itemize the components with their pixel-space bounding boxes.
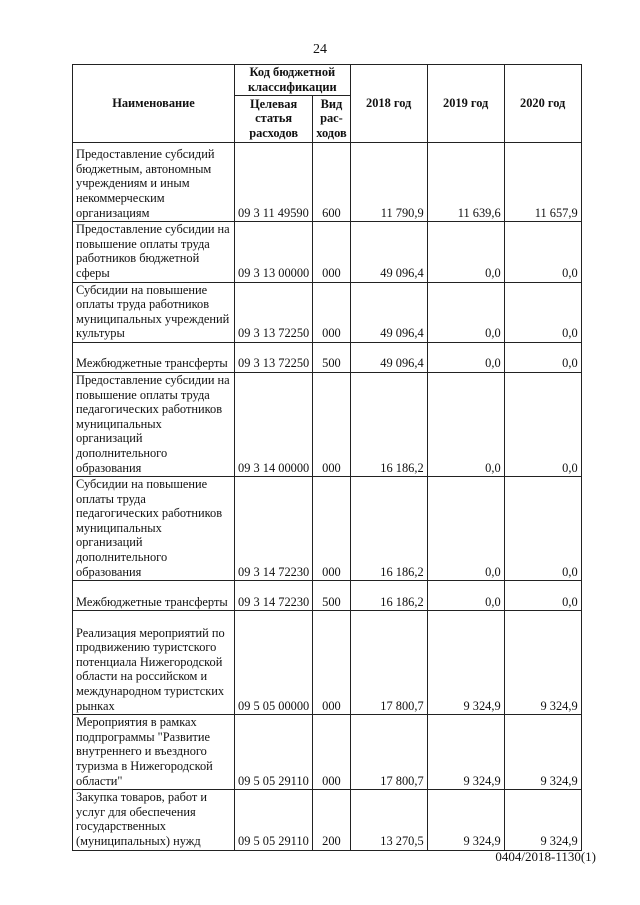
row-expense-kind: 600 — [313, 143, 350, 222]
row-2018-value: 16 186,2 — [350, 477, 427, 581]
row-2019-value: 9 324,9 — [427, 611, 504, 715]
row-expense-kind: 000 — [313, 611, 350, 715]
row-2019-value: 0,0 — [427, 222, 504, 282]
row-2020-value: 9 324,9 — [504, 790, 581, 850]
row-2018-value: 49 096,4 — [350, 222, 427, 282]
row-target-code: 09 3 13 72250 — [235, 342, 313, 372]
row-2019-value: 0,0 — [427, 342, 504, 372]
row-target-code: 09 3 13 00000 — [235, 222, 313, 282]
row-2019-value: 9 324,9 — [427, 715, 504, 790]
row-2020-value: 9 324,9 — [504, 715, 581, 790]
table-row — [73, 222, 582, 282]
row-expense-kind: 000 — [313, 222, 350, 282]
header-2019: 2019 год — [427, 65, 504, 143]
row-expense-kind: 500 — [313, 342, 350, 372]
row-name: Закупка товаров, работ и услуг для обеспечения государственных (муниципальных) нужд — [73, 790, 235, 850]
row-target-code: 09 5 05 00000 — [235, 611, 313, 715]
document-code: 0404/2018-1130(1) — [495, 849, 596, 864]
row-2018-value: 16 186,2 — [350, 581, 427, 611]
row-target-code: 09 5 05 29110 — [235, 790, 313, 850]
row-2018-value: 49 096,4 — [350, 282, 427, 342]
table-row — [73, 372, 582, 476]
row-name: Субсидии на повышение оплаты труда работников муниципальных учреждений культуры — [73, 282, 235, 342]
row-2020-value: 0,0 — [504, 581, 581, 611]
row-target-code: 09 3 14 72230 — [235, 477, 313, 581]
row-name: Предоставление субсидии на повышение оплаты труда работников бюджетной сферы — [73, 222, 235, 282]
row-target-code: 09 3 11 49590 — [235, 143, 313, 222]
row-2019-value: 11 639,6 — [427, 143, 504, 222]
row-expense-kind: 000 — [313, 372, 350, 476]
row-2018-value: 13 270,5 — [350, 790, 427, 850]
row-2018-value: 16 186,2 — [350, 372, 427, 476]
row-2020-value: 0,0 — [504, 477, 581, 581]
row-2018-value: 17 800,7 — [350, 715, 427, 790]
table-row — [73, 581, 582, 611]
row-2019-value: 9 324,9 — [427, 790, 504, 850]
row-name: Мероприятия в рамках подпрограммы "Развитие внутреннего и въездного туризма в Нижегородской области" — [73, 715, 235, 790]
row-target-code: 09 3 14 00000 — [235, 372, 313, 476]
header-target: Целевая статья расходов — [235, 96, 313, 143]
row-target-code: 09 3 14 72230 — [235, 581, 313, 611]
header-2020: 2020 год — [504, 65, 581, 143]
row-2020-value: 0,0 — [504, 342, 581, 372]
row-2018-value: 49 096,4 — [350, 342, 427, 372]
row-2020-value: 11 657,9 — [504, 143, 581, 222]
row-name: Межбюджетные трансферты — [73, 581, 235, 611]
row-2019-value: 0,0 — [427, 477, 504, 581]
table-row — [73, 611, 582, 715]
row-2019-value: 0,0 — [427, 372, 504, 476]
row-expense-kind: 000 — [313, 715, 350, 790]
row-expense-kind: 500 — [313, 581, 350, 611]
row-name: Реализация мероприятий по продвижению туристского потенциала Нижегородской области на российском и международном туристских рынках — [73, 611, 235, 715]
row-target-code: 09 3 13 72250 — [235, 282, 313, 342]
table-row — [73, 477, 582, 581]
row-2019-value: 0,0 — [427, 581, 504, 611]
row-target-code: 09 5 05 29110 — [235, 715, 313, 790]
row-2020-value: 9 324,9 — [504, 611, 581, 715]
row-name: Субсидии на повышение оплаты труда педагогических работников муниципальных организаций дополнительного образования — [73, 477, 235, 581]
table-row — [73, 342, 582, 372]
table-row — [73, 143, 582, 222]
row-name: Предоставление субсидий бюджетным, автономным учреждениям и иным некоммерческим организациям — [73, 143, 235, 222]
row-2020-value: 0,0 — [504, 372, 581, 476]
row-expense-kind: 000 — [313, 477, 350, 581]
row-2020-value: 0,0 — [504, 282, 581, 342]
row-2020-value: 0,0 — [504, 222, 581, 282]
page-number: 24 — [313, 42, 327, 57]
row-expense-kind: 000 — [313, 282, 350, 342]
row-name: Предоставление субсидии на повышение оплаты труда педагогических работников муниципальных организаций дополнительного образования — [73, 372, 235, 476]
header-code-group: Код бюджетной классификации — [235, 65, 351, 96]
table-row — [73, 282, 582, 342]
row-2018-value: 17 800,7 — [350, 611, 427, 715]
table-row — [73, 790, 582, 850]
budget-table — [72, 64, 582, 851]
row-expense-kind: 200 — [313, 790, 350, 850]
table-row — [73, 715, 582, 790]
header-kind: Вид рас-ходов — [313, 96, 350, 143]
row-name: Межбюджетные трансферты — [73, 342, 235, 372]
header-name: Наименование — [73, 65, 235, 143]
header-2018: 2018 год — [350, 65, 427, 143]
row-2018-value: 11 790,9 — [350, 143, 427, 222]
row-2019-value: 0,0 — [427, 282, 504, 342]
